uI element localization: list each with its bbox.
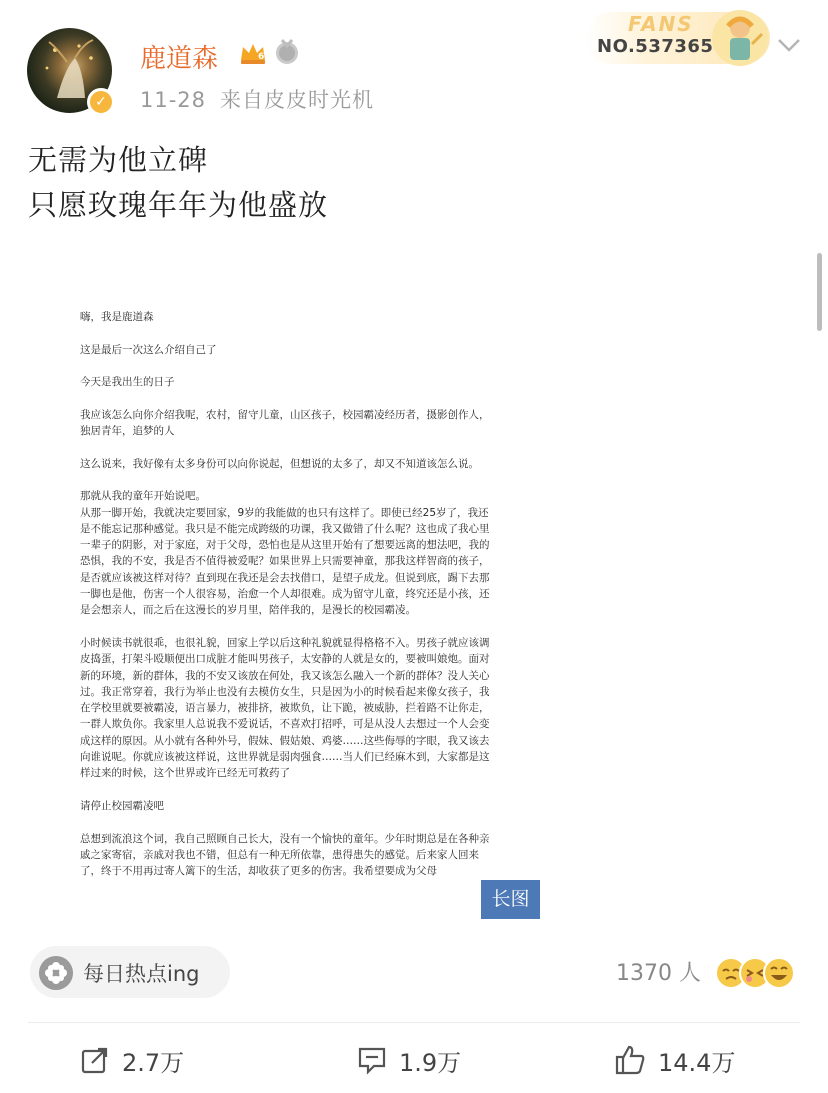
share-icon (80, 1045, 110, 1075)
scrollbar[interactable] (817, 253, 822, 331)
share-button[interactable] (80, 1040, 184, 1080)
post-text (28, 138, 328, 228)
post-source[interactable]: 来自皮皮时光机 (220, 88, 375, 112)
letter-paragraph: 这么说来，我好像有太多身份可以向你说起，但想说的太多了，却又不知道该怎么说。 (80, 457, 479, 470)
like-count: 14.4万 (658, 1048, 736, 1077)
emoji-reactions-icon[interactable] (714, 956, 800, 990)
like-button[interactable] (614, 1040, 735, 1080)
thumbs-up-icon (614, 1044, 646, 1076)
letter-paragraph: 总想到流浪这个词，我自己照顾自己长大，没有一个愉快的童年。少年时期总是在各种亲戚之家寄宿，亲戚对我也不错，但总有一种无所依靠，患得患失的感觉。后来家人回来了，终于不用再过寄人篱下的生活，却收获了更多的伤害。我希望要成为父母 (80, 832, 490, 878)
post-text-line: 只愿玫瑰年年为他盛放 (28, 188, 329, 222)
letter-text (80, 309, 490, 896)
share-count: 2.7万 (122, 1048, 185, 1077)
letter-paragraph: 嗨，我是鹿道森 (80, 311, 154, 323)
medal-icon (273, 38, 301, 66)
verified-badge-icon: ✓ (87, 88, 115, 116)
comment-icon (357, 1045, 387, 1075)
long-image-badge: 长图 (481, 880, 540, 919)
username[interactable]: 鹿道森 (140, 44, 219, 74)
letter-paragraph: 这是最后一次这么介绍自己了 (80, 343, 217, 356)
fans-number: NO.537365 (597, 36, 714, 57)
topic-flower-icon (39, 956, 73, 990)
comment-button[interactable] (357, 1040, 461, 1080)
viewer-count: 1370 人 (616, 961, 701, 986)
crown-icon (238, 40, 268, 66)
divider (28, 1022, 800, 1023)
comment-count: 1.9万 (399, 1048, 462, 1077)
letter-paragraph: 请停止校园霸凌吧 (80, 799, 164, 812)
post-text-line: 无需为他立碑 (28, 143, 209, 177)
fans-label: FANS (628, 12, 694, 36)
topic-label[interactable]: 每日热点ing (83, 962, 200, 986)
letter-paragraph: 那就从我的童年开始说吧。 从那一脚开始，我就决定要回家，9岁的我能做的也只有这样了。即使已经25岁了，我还是不能忘记那种感觉。我只是不能完成跨级的功课，我又做错了什么呢？这也成了我心里一辈子的阴影，对于家庭，对于父母，恐怕也是从这里开始有了想要远离的想法吧，我的恐惧，我的不安，我是否不值得被爱呢？如果世界上只需要神童，那我这样智商的孩子，是否就应该被这样对待？直到现在我还是会去找借口，是望子成龙。但说到底，踢下去那一脚也是他，伤害一个人很容易，治愈一个人却很难。成为留守儿童，终究还是小孩，还是会想亲人，而之后在这漫长的岁月里，陪伴我的，是漫长的校园霸凌。 (80, 490, 490, 617)
post-header (0, 0, 828, 130)
letter-paragraph: 今天是我出生的日子 (80, 376, 175, 389)
post-meta (140, 84, 388, 114)
letter-paragraph: 小时候读书就很乖，也很礼貌，回家上学以后这种礼貌就显得格格不入。男孩子就应该调皮捣蛋，打架斗殴顺便出口成脏才能叫男孩子，太安静的人就是女的，要被叫娘炮。面对新的环境，新的群体，我的不安又该放在何处，我又该怎么融入一个新的群体？没人关心过。我正常穿着，我行为举止也没有去模仿女生，只是因为小的时候看起来像女孩子，我在学校里就要被霸凌，语言暴力，被排挤，被欺负，让下跪，被威胁，拦着路不让你走，一群人欺负你。我家里人总说我不爱说话，不喜欢打招呼，可是从没人去想过一个人会变成这样的原因。从小就有各种外号，假妹、假姑娘、鸡婆……这些侮辱的字眼，我又该去向谁说呢。你就应该被这样说，这世界就是弱肉强食……当人们已经麻木到，大家都是这样过来的时候，这个世界或许已经无可救药了 (80, 636, 490, 780)
post-date: 11-28 (140, 88, 207, 112)
letter-paragraph: 我应该怎么向你介绍我呢，农村，留守儿童，山区孩子，校园霸凌经历者，摄影创作人，独居青年，追梦的人 (80, 408, 490, 438)
chevron-down-icon[interactable] (776, 36, 802, 54)
post-image[interactable] (30, 253, 541, 919)
svg-text:6: 6 (258, 52, 265, 62)
